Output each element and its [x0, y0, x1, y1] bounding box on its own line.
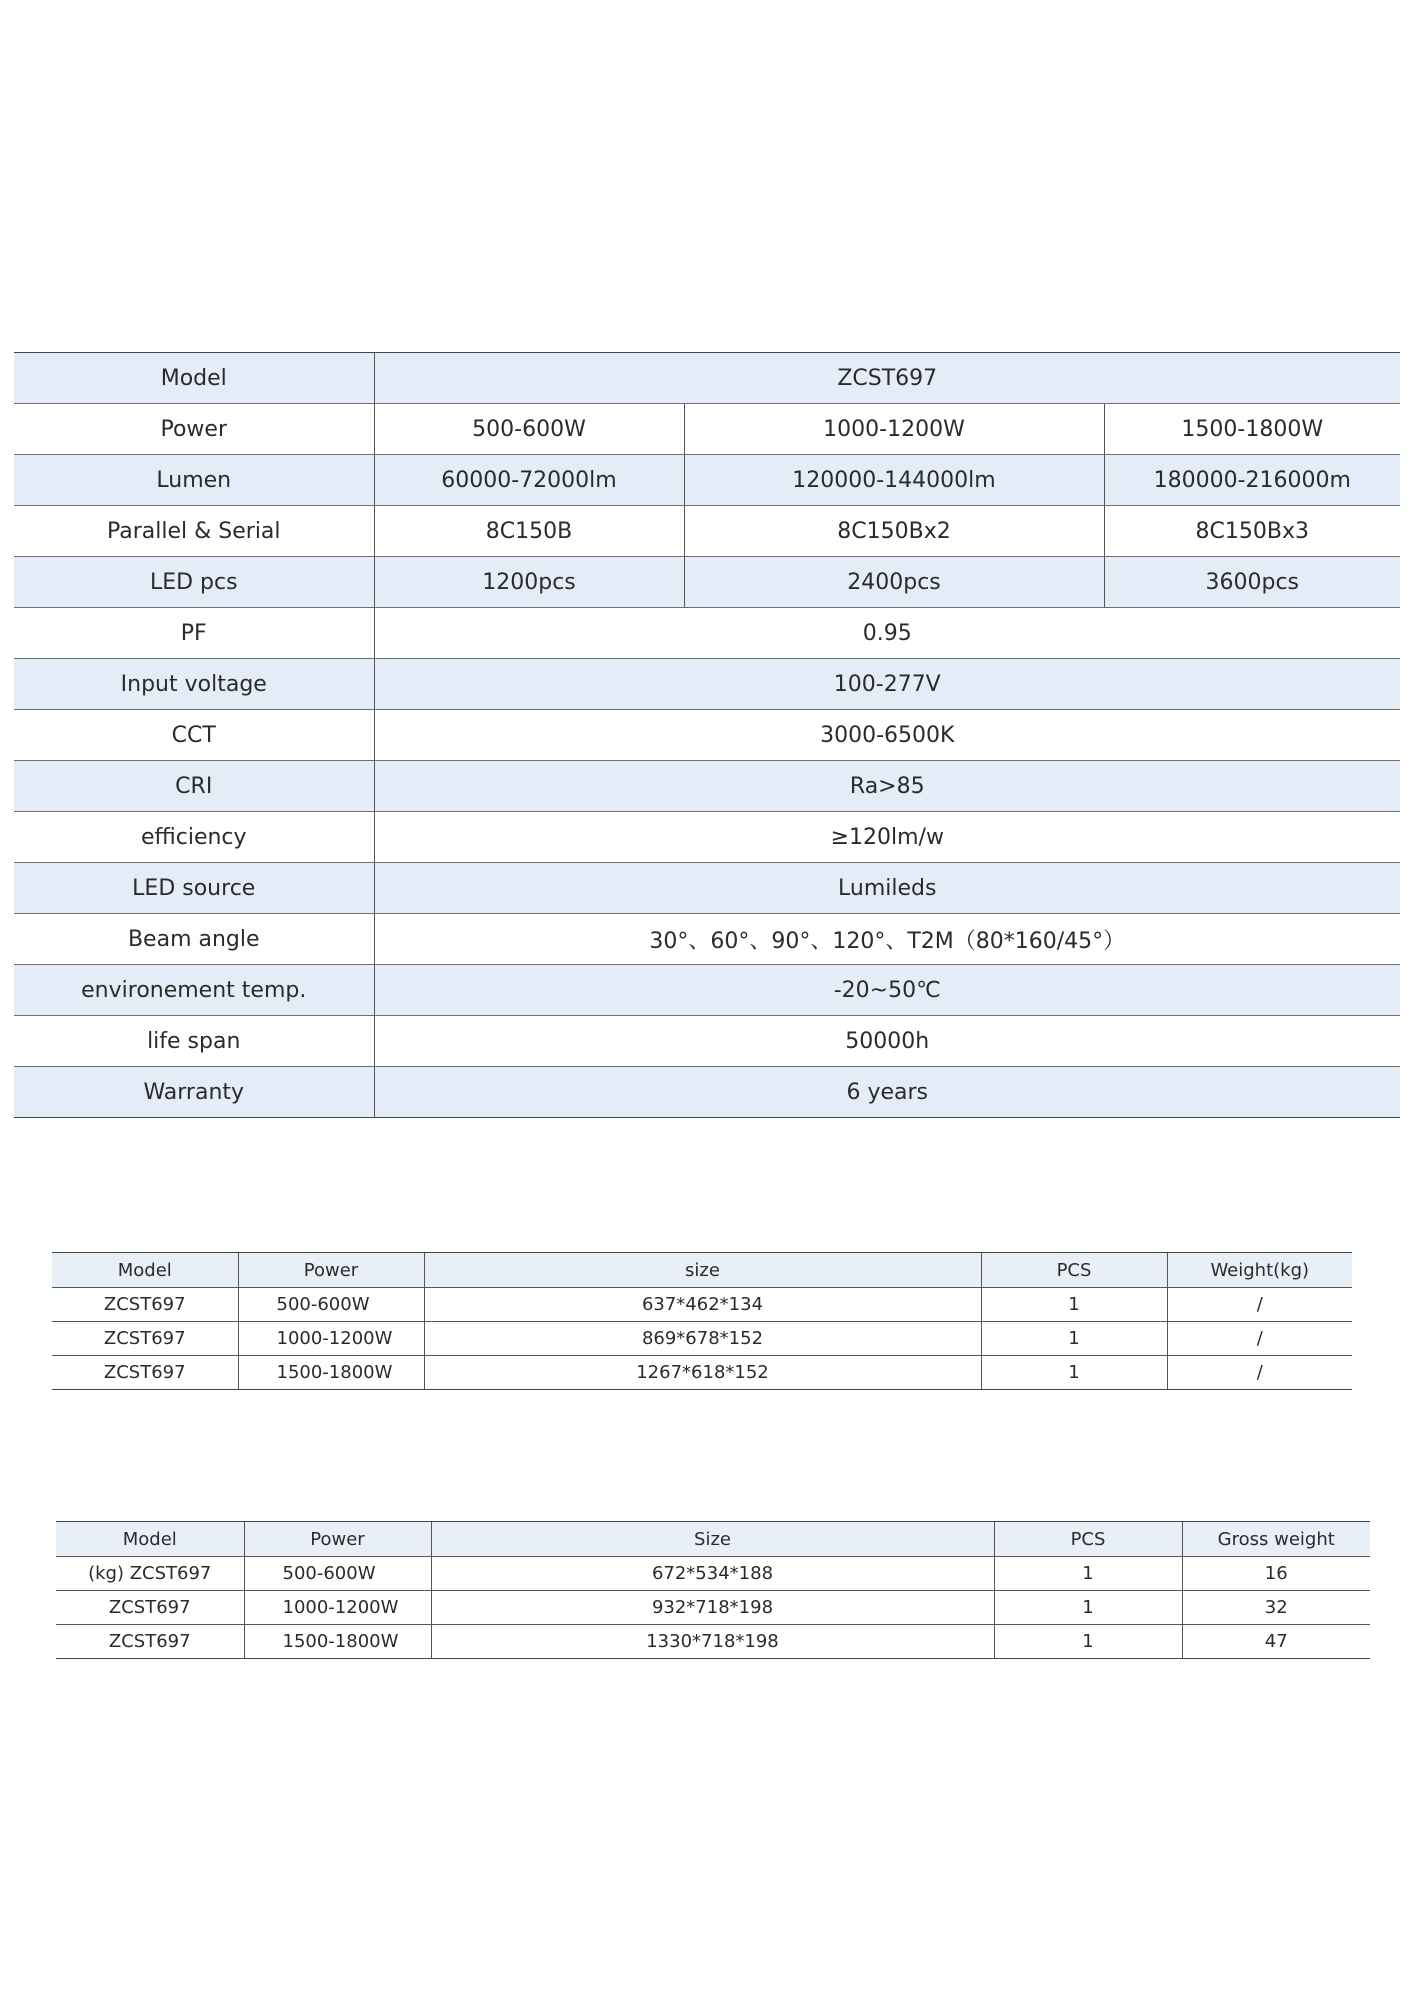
spec-row: [14, 455, 1400, 506]
spec-row: [14, 404, 1400, 455]
package-header-row: [56, 1522, 1370, 1557]
spec-label: Input voltage: [14, 659, 374, 710]
package-cell: 1: [994, 1557, 1182, 1591]
product-size-header-row: [52, 1253, 1352, 1288]
spec-label: LED pcs: [14, 557, 374, 608]
product-size-header-cell: Model: [52, 1253, 238, 1288]
package-header-cell: PCS: [994, 1522, 1182, 1557]
spec-value: 180000-216000m: [1104, 455, 1400, 506]
package-header-cell: Gross weight: [1182, 1522, 1370, 1557]
product-size-body: [52, 1288, 1352, 1390]
product-size-cell: ZCST697: [52, 1288, 238, 1322]
product-size-cell: 869*678*152: [424, 1322, 981, 1356]
spec-label: CCT: [14, 710, 374, 761]
spec-table-body: [14, 353, 1400, 1118]
product-size-cell: ZCST697: [52, 1322, 238, 1356]
product-size-cell: 1: [981, 1288, 1167, 1322]
spec-row: [14, 557, 1400, 608]
product-size-cell: ZCST697: [52, 1356, 238, 1390]
package-row: [56, 1625, 1370, 1659]
spec-value: Lumileds: [374, 863, 1400, 914]
spec-value: 50000h: [374, 1016, 1400, 1067]
spec-row: [14, 659, 1400, 710]
product-size-header-cell: size: [424, 1253, 981, 1288]
package-cell: 1000-1200W: [244, 1591, 431, 1625]
spec-label: life span: [14, 1016, 374, 1067]
product-size-cell: /: [1167, 1356, 1352, 1390]
spec-value: 1000-1200W: [684, 404, 1104, 455]
product-size-header-cell: PCS: [981, 1253, 1167, 1288]
spec-value: -20~50℃: [374, 965, 1400, 1016]
package-header-cell: Size: [431, 1522, 994, 1557]
package-cell: ZCST697: [56, 1625, 244, 1659]
spec-row: [14, 608, 1400, 659]
spec-value: 8C150B: [374, 506, 684, 557]
spec-row: [14, 761, 1400, 812]
package-cell: 47: [1182, 1625, 1370, 1659]
spec-value: 0.95: [374, 608, 1400, 659]
package-cell: 672*534*188: [431, 1557, 994, 1591]
spec-label: Parallel & Serial: [14, 506, 374, 557]
spec-value: 2400pcs: [684, 557, 1104, 608]
spec-value: 100-277V: [374, 659, 1400, 710]
spec-row: [14, 1067, 1400, 1118]
package-cell: 1: [994, 1625, 1182, 1659]
product-size-header-cell: Power: [238, 1253, 424, 1288]
spec-label: Beam angle: [14, 914, 374, 965]
spec-row: [14, 965, 1400, 1016]
spec-value: 60000-72000lm: [374, 455, 684, 506]
package-cell: 1500-1800W: [244, 1625, 431, 1659]
product-size-cell: 1500-1800W: [238, 1356, 424, 1390]
package-row: [56, 1591, 1370, 1625]
product-size-cell: 1000-1200W: [238, 1322, 424, 1356]
spec-value: 500-600W: [374, 404, 684, 455]
spec-value: 120000-144000lm: [684, 455, 1104, 506]
spec-value: 3000-6500K: [374, 710, 1400, 761]
spec-row: [14, 506, 1400, 557]
spec-value: ZCST697: [374, 353, 1400, 404]
package-cell: 1: [994, 1591, 1182, 1625]
product-size-cell: /: [1167, 1322, 1352, 1356]
spec-label: Lumen: [14, 455, 374, 506]
spec-value: Ra>85: [374, 761, 1400, 812]
spec-label: Warranty: [14, 1067, 374, 1118]
spec-row: [14, 353, 1400, 404]
spec-row: [14, 863, 1400, 914]
package-cell: 16: [1182, 1557, 1370, 1591]
product-size-cell: 637*462*134: [424, 1288, 981, 1322]
product-size-row: [52, 1356, 1352, 1390]
spec-label: efficiency: [14, 812, 374, 863]
spec-label: environement temp.: [14, 965, 374, 1016]
package-cell: (kg) ZCST697: [56, 1557, 244, 1591]
spec-label: PF: [14, 608, 374, 659]
product-size-row: [52, 1288, 1352, 1322]
product-size-cell: /: [1167, 1288, 1352, 1322]
product-size-cell: 500-600W: [238, 1288, 424, 1322]
spec-label: Model: [14, 353, 374, 404]
product-size-header-cell: Weight(kg): [1167, 1253, 1352, 1288]
product-size-cell: 1: [981, 1322, 1167, 1356]
spec-value: 30°、60°、90°、120°、T2M（80*160/45°）: [374, 914, 1400, 965]
spec-row: [14, 812, 1400, 863]
package-table: [56, 1521, 1370, 1659]
product-size-table: [52, 1252, 1352, 1390]
spec-value: 6 years: [374, 1067, 1400, 1118]
spec-value: 8C150Bx2: [684, 506, 1104, 557]
product-size-cell: 1: [981, 1356, 1167, 1390]
package-cell: 932*718*198: [431, 1591, 994, 1625]
spec-label: LED source: [14, 863, 374, 914]
package-cell: 32: [1182, 1591, 1370, 1625]
package-cell: 1330*718*198: [431, 1625, 994, 1659]
spec-value: ≥120lm/w: [374, 812, 1400, 863]
spec-value: 1500-1800W: [1104, 404, 1400, 455]
spec-value: 3600pcs: [1104, 557, 1400, 608]
package-row: [56, 1557, 1370, 1591]
package-header-cell: Model: [56, 1522, 244, 1557]
spec-row: [14, 710, 1400, 761]
package-header-cell: Power: [244, 1522, 431, 1557]
product-size-row: [52, 1322, 1352, 1356]
spec-label: CRI: [14, 761, 374, 812]
spec-row: [14, 1016, 1400, 1067]
spec-table: [14, 352, 1400, 1118]
product-size-cell: 1267*618*152: [424, 1356, 981, 1390]
package-cell: 500-600W: [244, 1557, 431, 1591]
spec-row: [14, 914, 1400, 965]
spec-label: Power: [14, 404, 374, 455]
spec-value: 8C150Bx3: [1104, 506, 1400, 557]
package-body: [56, 1557, 1370, 1659]
package-cell: ZCST697: [56, 1591, 244, 1625]
spec-value: 1200pcs: [374, 557, 684, 608]
